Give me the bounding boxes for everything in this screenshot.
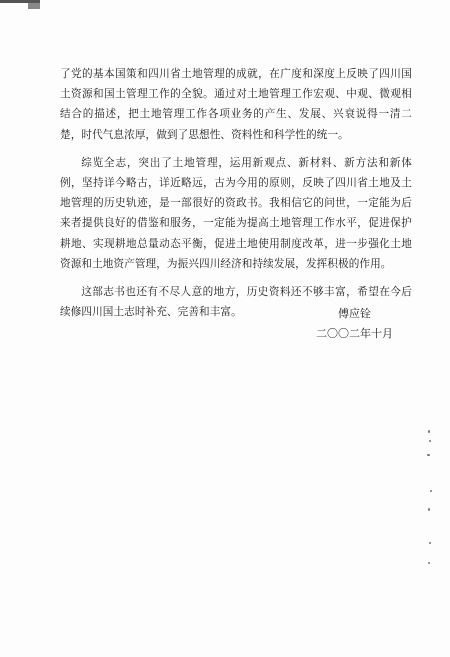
paragraph-3: 这部志书也还有不尽人意的地方，历史资料还不够丰富，希望在今后续修四川国土志时补充、完善和丰富。 [60, 286, 412, 319]
scan-corner-mark [0, 0, 40, 14]
paragraph-1: 了党的基本国策和四川省土地管理的成就，在广度和深度上反映了四川国土资源和国土管理工作的全貌。通过对土地管理工作宏观、中观、微观相结合的描述，把土地管理工作各项业务的产生、发展、兴衰说得一清二楚，时代气息浓厚，做到了思想性、资料性和科学性的统一。 [60, 68, 412, 141]
body-text [60, 64, 412, 330]
paragraph-2: 综览全志，突出了土地管理，运用新观点、新材料、新方法和新体例，坚持详今略古，详近略远，古为今用的原则，反映了四川省土地及土地管理的历史轨迹，是一部很好的资政书。我相信它的问世，一定能为后来者提供良好的借鉴和服务，一定能为提高土地管理工作水平，促进保护耕地、实现耕地总量动态平衡，促进土地使用制度改革，进一步强化土地资源和土地资产管理，为振兴四川经济和持续发展，发挥积极的作用。 [60, 156, 412, 270]
scan-margin-specks [426, 430, 434, 570]
signature-date: 二〇〇二年十月 [316, 327, 393, 340]
author-signature: 傅应铨 [338, 307, 371, 320]
